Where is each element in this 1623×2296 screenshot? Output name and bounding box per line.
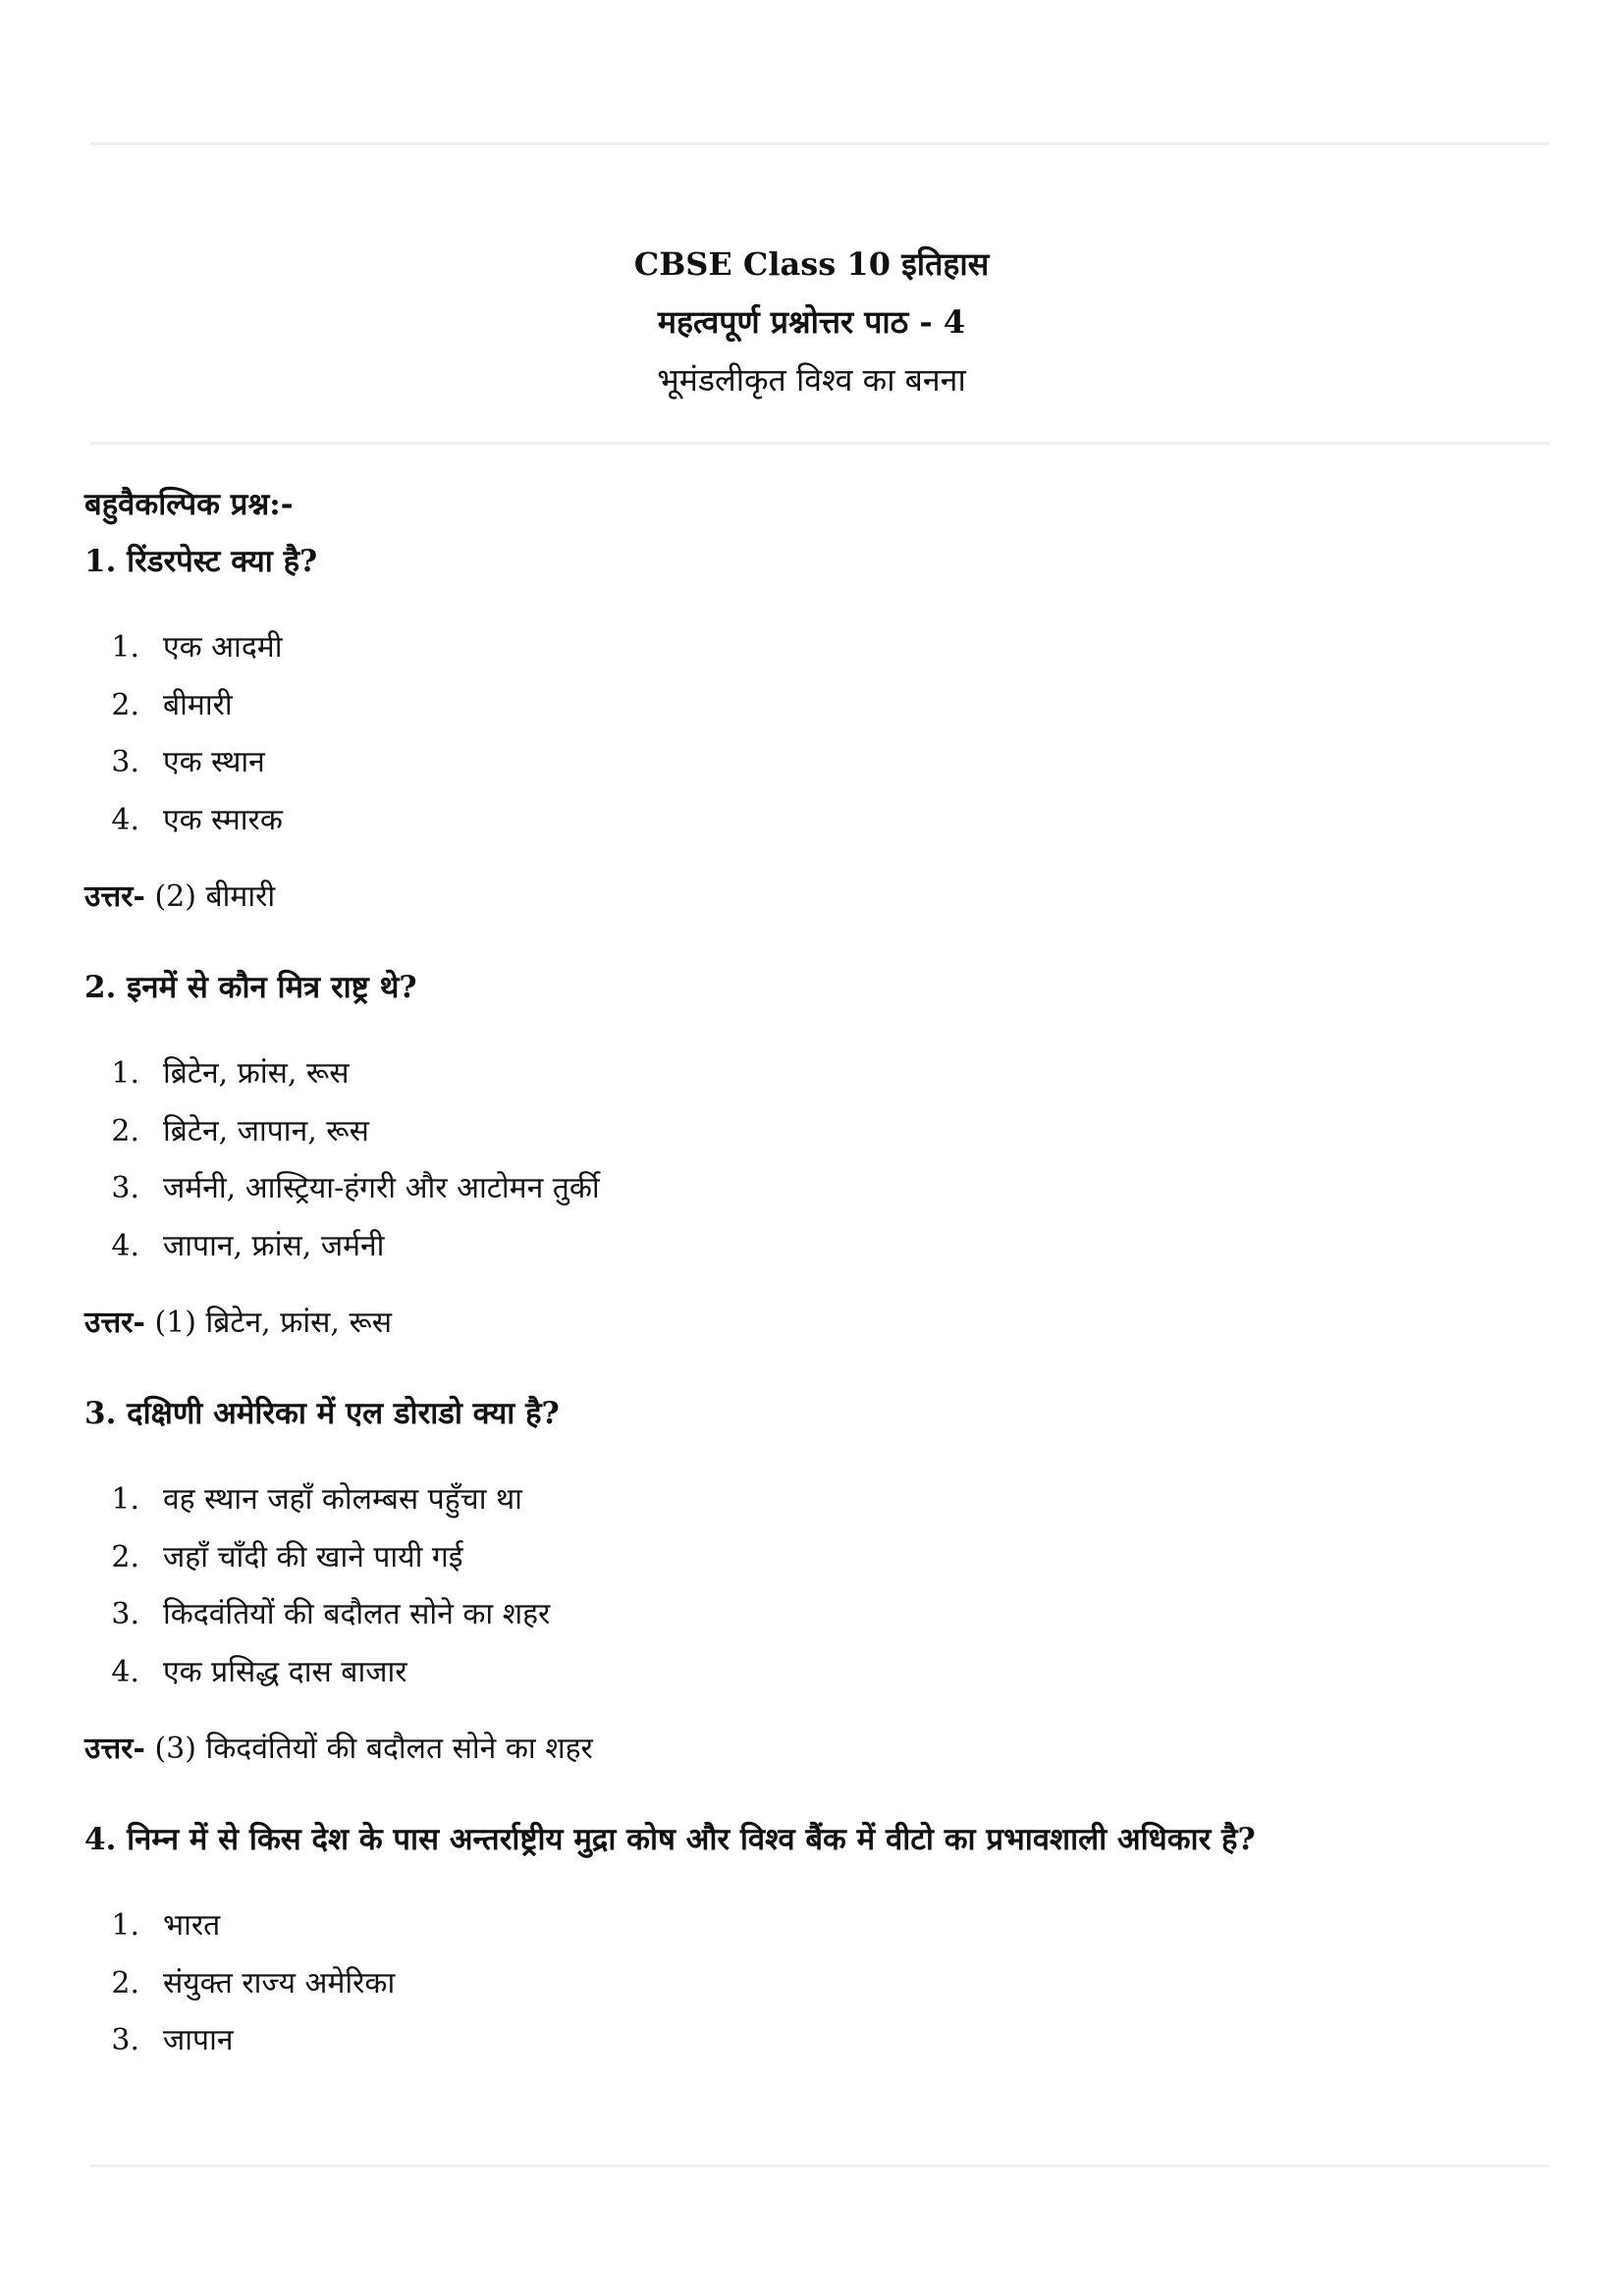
option-number: 2.: [111, 1113, 139, 1148]
option-text: किदवंतियों की बदौलत सोने का शहर: [163, 1597, 551, 1631]
answer-text: (3) किदवंतियों की बदौलत सोने का शहर: [144, 1732, 593, 1766]
answer-text: (2) बीमारी: [144, 880, 276, 914]
answer-text: (1) ब्रिटेन, फ्रांस, रूस: [144, 1306, 393, 1340]
option-item: [84, 1218, 1538, 1276]
option-list: [84, 1897, 1538, 2070]
option-item: [84, 1471, 1538, 1529]
option-item: [84, 1160, 1538, 1218]
option-number: 1.: [111, 1482, 139, 1517]
option-item: [84, 1045, 1538, 1103]
option-number: 3.: [111, 1597, 139, 1631]
option-list: [84, 619, 1538, 849]
option-number: 3.: [111, 1171, 139, 1205]
option-number: 1.: [111, 630, 139, 665]
page-header: [0, 236, 1623, 409]
option-text: वह स्थान जहाँ कोलम्बस पहुँचा था: [163, 1482, 522, 1517]
option-text: बीमारी: [163, 687, 233, 722]
question-text: 2. इनमें से कौन मित्र राष्ट्र थे?: [84, 970, 417, 1005]
option-item: [84, 1644, 1538, 1702]
option-text: संयुक्त राज्य अमेरिका: [163, 1965, 396, 2001]
option-text: ब्रिटेन, जापान, रूस: [163, 1113, 369, 1148]
option-text: जापान: [163, 2023, 234, 2057]
option-item: [84, 1897, 1538, 1955]
section-title: बहुवैकल्पिक प्रश्न:-: [84, 487, 294, 522]
option-item: [84, 677, 1538, 735]
answer-line: [84, 869, 1538, 926]
option-number: 3.: [111, 745, 139, 779]
option-text: एक स्थान: [163, 745, 265, 779]
option-number: 1.: [111, 1908, 139, 1943]
question-block-4: [84, 1811, 1538, 2070]
header-divider: [90, 442, 1549, 445]
option-text: ब्रिटेन, फ्रांस, रूस: [163, 1056, 350, 1091]
option-number: 3.: [111, 2023, 139, 2057]
question-content: [84, 476, 1538, 2090]
option-item: [84, 1586, 1538, 1644]
top-divider: [90, 142, 1549, 145]
answer-label: उत्तर-: [84, 1306, 145, 1340]
option-text: भारत: [163, 1908, 221, 1943]
option-number: 4.: [111, 802, 139, 837]
answer-label: उत्तर-: [84, 880, 145, 914]
option-number: 4.: [111, 1228, 139, 1263]
option-number: 4.: [111, 1654, 139, 1689]
option-item: [84, 792, 1538, 850]
question-block-3: [84, 1385, 1538, 1778]
page-subtitle: महत्वपूर्ण प्रश्नोत्तर पाठ - 4: [657, 303, 966, 341]
chapter-title: भूमंडलीकृत विश्व का बनना: [657, 361, 966, 399]
option-list: [84, 1045, 1538, 1275]
option-item: [84, 619, 1538, 677]
option-number: 1.: [111, 1056, 139, 1091]
question-text: 1. रिंडरपेस्ट क्या है?: [84, 544, 318, 579]
option-number: 2.: [111, 687, 139, 722]
answer-line: [84, 1721, 1538, 1778]
option-text: जापान, फ्रांस, जर्मनी: [163, 1228, 385, 1263]
option-text: जहाँ चाँदी की खाने पायी गई: [163, 1539, 463, 1575]
option-item: [84, 734, 1538, 792]
question-text: 4. निम्न में से किस देश के पास अन्तर्राष्ट्रीय मुद्रा कोष और विश्व बैंक में वीटो का प्रभावशाली अधिकार है?: [84, 1822, 1256, 1857]
option-item: [84, 1103, 1538, 1161]
option-item: [84, 2012, 1538, 2070]
option-text: एक आदमी: [163, 630, 283, 665]
question-block-2: [84, 959, 1538, 1352]
option-item: [84, 1955, 1538, 2013]
option-text: एक स्मारक: [163, 802, 283, 837]
option-number: 2.: [111, 1539, 139, 1575]
page-title: CBSE Class 10 इतिहास: [633, 245, 990, 283]
answer-label: उत्तर-: [84, 1732, 145, 1766]
option-list: [84, 1471, 1538, 1701]
question-block-1: [84, 533, 1538, 926]
bottom-divider: [90, 2164, 1549, 2167]
option-text: जर्मनी, आस्ट्रिया-हंगरी और आटोमन तुर्की: [163, 1171, 600, 1205]
question-text: 3. दक्षिणी अमेरिका में एल डोराडो क्या है?: [84, 1396, 560, 1431]
option-text: एक प्रसिद्ध दास बाजार: [163, 1654, 407, 1689]
answer-line: [84, 1295, 1538, 1352]
option-item: [84, 1529, 1538, 1587]
option-number: 2.: [111, 1965, 139, 2001]
